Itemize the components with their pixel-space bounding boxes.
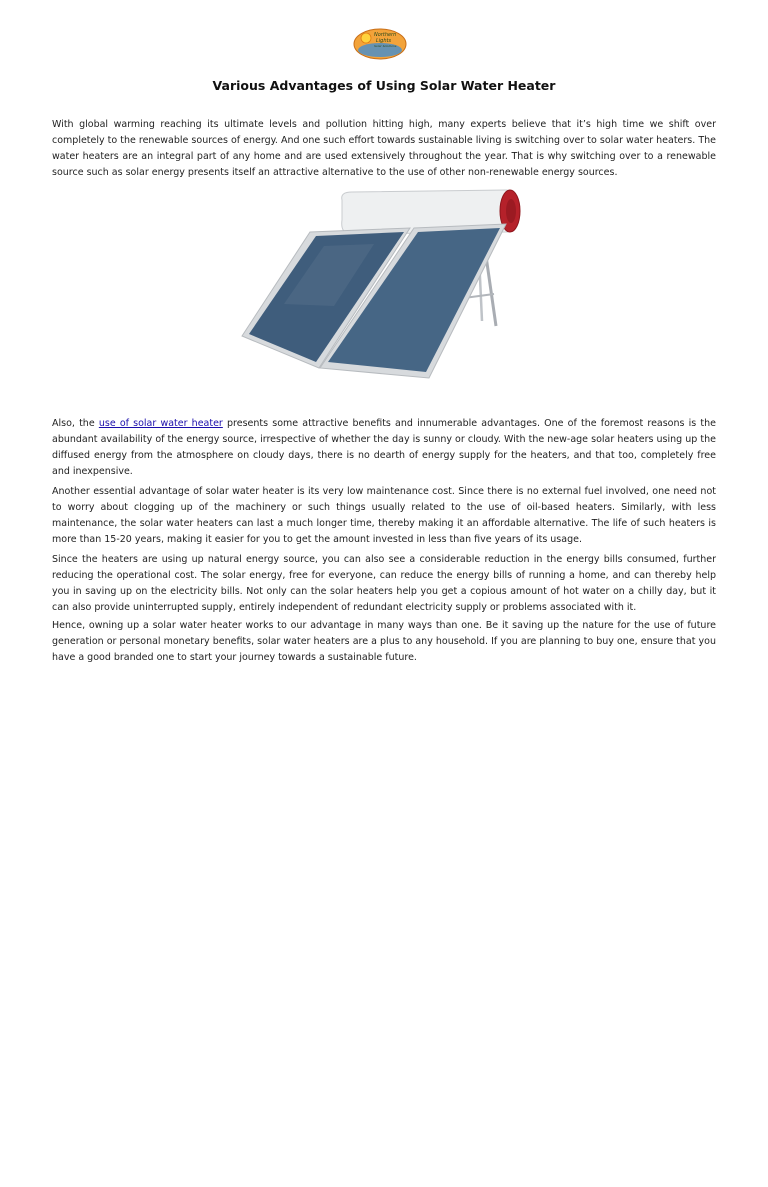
paragraph-benefits-lead: Also, the [52, 418, 99, 429]
paragraph-conclusion: Hence, owning up a solar water heater works to our advantage in many ways than one. Be it saving up the nature for the use of future generation or personal monetary benefits, solar water heaters are a plus to any household. If you are planning to buy one, ensure that you have a good branded one to start your journey towards a sustainable future. [52, 620, 716, 663]
sun-logo-icon [361, 33, 371, 43]
paragraph-energy-bills: Since the heaters are using up natural energy source, you can also see a considerable reduction in the energy bills consumed, further reducing the operational cost. The solar energy, free for everyone, can reduce the energy bills of running a home, and can thereby help you in saving up on the electricity bills. Not only can the solar heaters help you get a copious amount of hot water on a chilly day, but it can also provide uninterrupted supply, entirely independent of redundant electricity supply or problems associated with it. [52, 554, 716, 613]
tank-cap-center [506, 199, 516, 223]
paragraph-maintenance: Another essential advantage of solar water heater is its very low maintenance cost. Since there is no external fuel involved, one need not to worry about clogging up of the machinery or such things usually related to the use of oil-based heaters. Similarly, with less maintenance, the solar water heaters can last a much longer time, thereby making it an affordable alternative. The life of such heaters is more than 15-20 years, making it easier for you to get the amount invested in less than five years of its usage. [52, 486, 716, 545]
solar-water-heater-link[interactable]: use of solar water heater [98, 418, 223, 429]
company-logo [352, 24, 408, 62]
paragraph-benefits [52, 416, 716, 480]
page-title: Various Advantages of Using Solar Water Heater [212, 78, 556, 93]
logo-line-3: Solar Solutions [374, 44, 397, 48]
logo-line-2: Lights [376, 38, 392, 44]
paragraph-benefits-body: presents some attractive benefits and innumerable advantages. One of the foremost reasons is the abundant availability of the energy source, irrespective of whether the day is sunny or cloudy. With the new-age solar heaters using up the diffused energy from the atmosphere on cloudy days, there is no dearth of energy supply for the heaters, and that too, completely free and inexpensive. [52, 418, 716, 477]
paragraph-intro: With global warming reaching its ultimate levels and pollution hitting high, many experts believe that it’s high time we shift over completely to the renewable sources of energy. And one such effort towards sustainable living is switching over to solar water heaters. The water heaters are an integral part of any home and are used extensively throughout the year. That is why switching over to a renewable source such as solar energy presents itself an attractive alternative to the use of other non-renewable energy sources. [52, 119, 716, 178]
frame-leg [486, 256, 496, 326]
solar-water-heater-image [224, 186, 544, 382]
logo-line-1: Northern [374, 32, 397, 38]
